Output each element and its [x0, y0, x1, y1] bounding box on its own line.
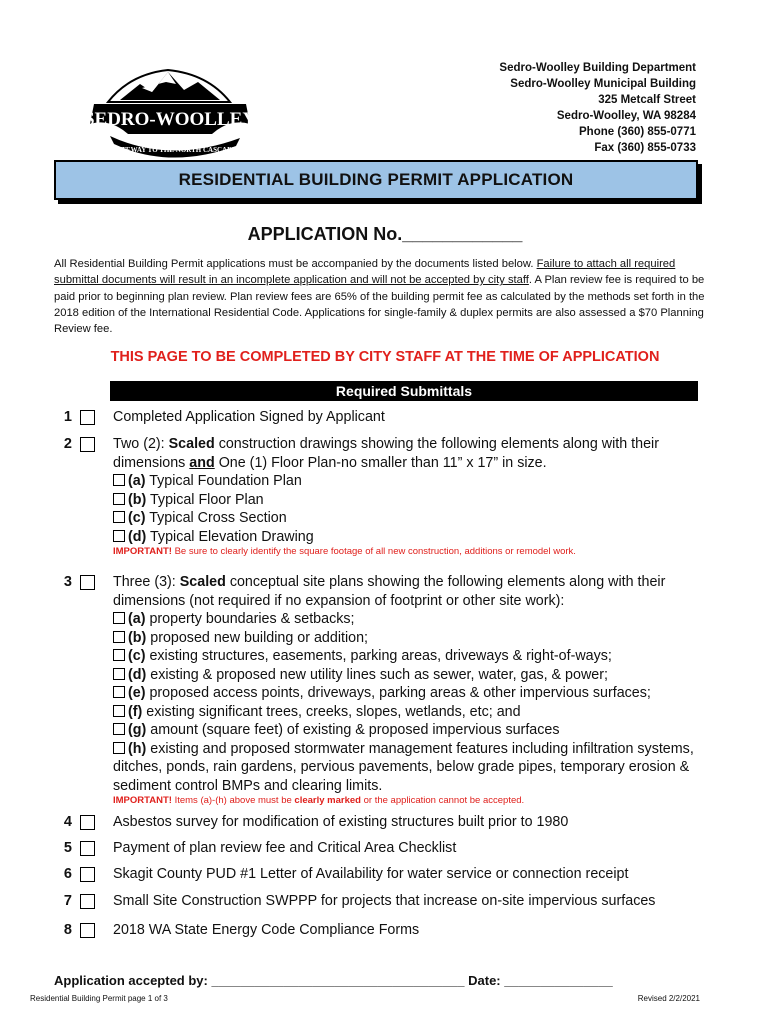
staff-note: THIS PAGE TO BE COMPLETED BY CITY STAFF AT THE TIME OF APPLICATION [110, 349, 660, 365]
sub-checkbox[interactable] [113, 631, 125, 643]
important-text: Be sure to clearly identify the square footage of all new construction, additions or remodel work. [171, 546, 576, 557]
address-building: Sedro-Woolley Municipal Building [510, 78, 696, 90]
application-number: APPLICATION No.____________ [247, 224, 523, 244]
sub-item-b [113, 491, 713, 510]
item-text: Completed Application Signed by Applicant [113, 409, 385, 425]
item-text-and: and [189, 454, 215, 471]
checkbox[interactable] [80, 815, 95, 830]
sub-text: existing & proposed new utility lines such as sewer, water, gas, & power; [146, 666, 608, 683]
item-text-mid: construction drawings showing the following elements along with their dimensions [113, 436, 659, 471]
item-text [113, 435, 713, 558]
logo-line1: CITY OF [147, 90, 193, 102]
sub-checkbox[interactable] [113, 742, 125, 754]
sub-item-f [113, 703, 713, 722]
item-number: 3 [63, 574, 72, 590]
sub-item-d [113, 666, 713, 685]
sub-letter: (b) [128, 491, 147, 508]
checkbox[interactable] [80, 575, 95, 590]
important-label: IMPORTANT! [113, 795, 172, 806]
item-text-post: conceptual site plans showing the following elements along with their dimensions (not required if no expansion of footprint or other site work): [113, 574, 666, 609]
sub-letter: (b) [128, 629, 147, 646]
item-text: Payment of plan review fee and Critical Area Checklist [113, 840, 457, 856]
address-phone: Phone (360) 855-0771 [579, 126, 696, 138]
sub-letter: (f) [128, 703, 143, 720]
sub-text: existing structures, easements, parking areas, driveways & right-of-ways; [145, 648, 612, 664]
checkbox[interactable] [80, 894, 95, 909]
item-text-post: One (1) Floor Plan-no smaller than 11” x 17” in size. [214, 454, 547, 471]
sub-item-g [113, 721, 713, 740]
logo-line3: GATEWAY TO THE NORTH CASCADES [111, 146, 241, 154]
item-number: 6 [63, 866, 72, 882]
sub-checkbox[interactable] [113, 530, 125, 542]
important-label: IMPORTANT! [113, 546, 172, 557]
sub-text: Typical Foundation Plan [145, 473, 302, 489]
intro-warning: Failure to attach all required submittal documents will result in an incomplete application and will not be accepted by city staff [54, 258, 676, 287]
address-street: 325 Metcalf Street [598, 94, 696, 106]
checkbox[interactable] [80, 841, 95, 856]
sub-checkbox[interactable] [113, 668, 125, 680]
item-text: 2018 WA State Energy Code Compliance Forms [113, 922, 420, 938]
item-text-bold: Scaled [179, 574, 226, 590]
item-number: 2 [63, 436, 72, 452]
checkbox[interactable] [80, 410, 95, 425]
sub-text: Typical Cross Section [145, 510, 287, 526]
address-city: Sedro-Woolley, WA 98284 [556, 110, 696, 122]
footer-page: Residential Building Permit page 1 of 3 [30, 994, 168, 1003]
sub-item-a [113, 610, 713, 629]
sub-text: property boundaries & setbacks; [145, 611, 355, 627]
item-text-bold: Scaled [168, 436, 215, 452]
item-number: 1 [63, 409, 72, 425]
item-number: 7 [63, 893, 72, 909]
important-note [113, 795, 713, 807]
sub-letter: (g) [128, 722, 147, 738]
address-fax: Fax (360) 855-0733 [594, 142, 696, 154]
sub-item-e [113, 684, 713, 703]
sub-checkbox[interactable] [113, 686, 125, 698]
item-number: 4 [63, 814, 72, 830]
sub-item-d [113, 528, 713, 547]
department-address [499, 60, 696, 156]
sub-item-a [113, 472, 713, 491]
sub-checkbox[interactable] [113, 493, 125, 505]
sub-item-b [113, 629, 713, 648]
checkbox[interactable] [80, 923, 95, 938]
important-note [113, 546, 713, 558]
sub-checkbox[interactable] [113, 511, 125, 523]
important-bold: clearly marked [294, 795, 361, 806]
important-text: or the application cannot be accepted. [360, 795, 525, 806]
checkbox[interactable] [80, 437, 95, 452]
sub-item-c [113, 647, 713, 666]
item-text: Skagit County PUD #1 Letter of Availability for water service or connection receipt [113, 866, 629, 882]
sub-checkbox[interactable] [113, 723, 125, 735]
sub-text: Typical Elevation Drawing [146, 528, 314, 545]
sub-text: existing significant trees, creeks, slopes, wetlands, etc; and [142, 703, 521, 720]
item-number: 5 [63, 840, 72, 856]
form-title-box [54, 160, 698, 200]
city-logo [80, 62, 260, 162]
sub-letter: (h) [128, 740, 147, 757]
sub-letter: (a) [128, 611, 146, 627]
intro-part2: . A Plan review fee is required to be paid prior to beginning plan review. Plan review fees are 65% of the building permit fee as calculated by the methods set forth in the 2018 edition of the International Residential Code. Applications for single-family & duplex permits are also assessed a $70 Planning Review fee. [54, 274, 705, 336]
sub-text: Typical Floor Plan [146, 491, 264, 508]
item-text-pre: Two (2): [113, 436, 169, 452]
intro-paragraph [54, 256, 706, 337]
sub-checkbox[interactable] [113, 612, 125, 624]
sub-letter: (c) [128, 648, 146, 664]
sub-letter: (d) [128, 528, 147, 545]
important-text: Items (a)-(h) above must be [171, 795, 295, 806]
sub-checkbox[interactable] [113, 705, 125, 717]
item-text [113, 573, 713, 807]
sub-item-c [113, 509, 713, 528]
item-number: 8 [63, 922, 72, 938]
address-dept: Sedro-Woolley Building Department [499, 62, 696, 74]
sub-text: amount (square feet) of existing & proposed impervious surfaces [146, 722, 560, 738]
item-text: Small Site Construction SWPPP for projects that increase on-site impervious surfaces [113, 893, 656, 909]
sub-letter: (d) [128, 666, 147, 683]
sub-item-h [113, 740, 713, 796]
sub-checkbox[interactable] [113, 649, 125, 661]
logo-line2: SEDRO-WOOLLEY [83, 109, 257, 130]
sub-text: existing and proposed stormwater management features including infiltration systems, ditches, ponds, rain gardens, pervious pavements, below grade pipes, temporary erosion & sediment control BMPs and clearing limits. [113, 740, 694, 794]
footer-revised: Revised 2/2/2021 [637, 994, 700, 1003]
intro-part1: All Residential Building Permit applications must be accompanied by the documents listed below. [54, 258, 537, 270]
item-text-pre: Three (3): [113, 574, 180, 590]
required-submittals-header: Required Submittals [110, 381, 698, 401]
sub-letter: (a) [128, 473, 146, 489]
form-title: RESIDENTIAL BUILDING PERMIT APPLICATION [178, 170, 574, 189]
item-text: Asbestos survey for modification of existing structures built prior to 1980 [113, 814, 569, 830]
sub-text: proposed access points, driveways, parking areas & other impervious surfaces; [145, 685, 651, 701]
sub-letter: (c) [128, 510, 146, 526]
accepted-by-line[interactable]: Application accepted by: ___________________________________ Date: _______________ [54, 973, 613, 988]
sub-letter: (e) [128, 685, 146, 701]
sub-text: proposed new building or addition; [146, 629, 369, 646]
sub-checkbox[interactable] [113, 474, 125, 486]
checkbox[interactable] [80, 867, 95, 882]
